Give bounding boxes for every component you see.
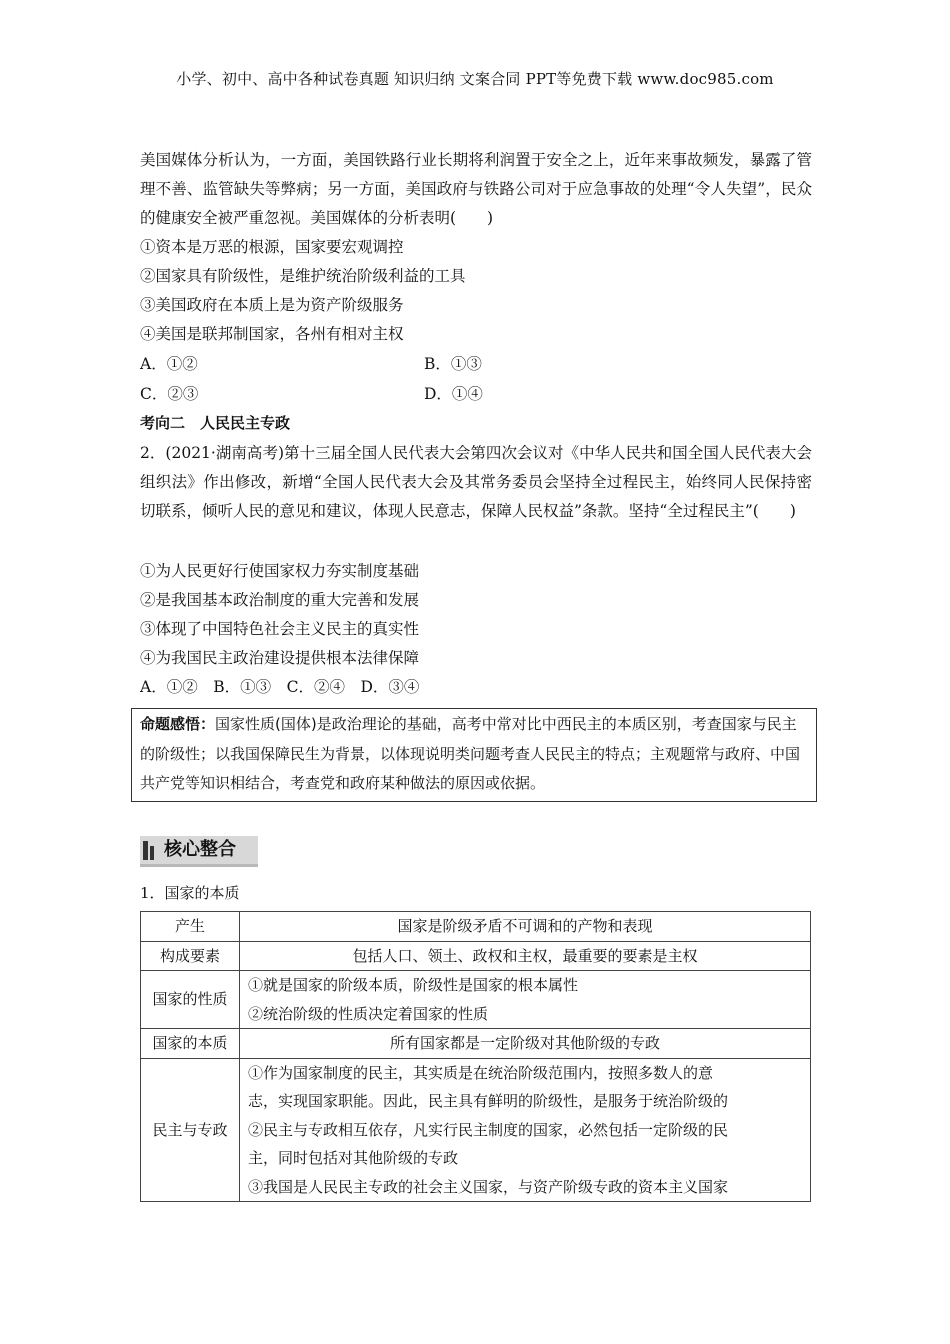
question-1-item: ③美国政府在本质上是为资产阶级服务 <box>140 296 404 314</box>
table-key: 民主与专政 <box>141 1058 240 1202</box>
table-value-line: 国家是阶级矛盾不可调和的产物和表现 <box>397 917 653 935</box>
insight-text: 国家性质(国体)是政治理论的基础，高考中常对比中西民主的本质区别，考查国家与民主的阶级性；以我国保障民生为背景，以体现说明类问题考查人民民主的特点；主观题常与政府、中国共产党等知识相结合，考查党和政府某种做法的原因或依据。 <box>140 715 801 792</box>
table-key: 国家的性质 <box>141 971 240 1029</box>
page-header: 小学、初中、高中各种试卷真题 知识归纳 文案合同 PPT等免费下载 www.doc985.com <box>176 70 774 88</box>
table-value-line: ①就是国家的阶级本质，阶级性是国家的根本属性 <box>248 976 579 994</box>
question-2-item: ②是我国基本政治制度的重大完善和发展 <box>140 591 420 609</box>
table-key: 产生 <box>141 912 240 942</box>
question-1-stem: 美国媒体分析认为，一方面，美国铁路行业长期将利润置于安全之上，近年来事故频发，暴露了管理不善、监管缺失等弊病；另一方面，美国政府与铁路公司对于应急事故的处理“令人失望”，民众的健康安全被严重忽视。美国媒体的分析表明( ) <box>140 151 812 227</box>
table-value <box>240 1029 811 1059</box>
table-row <box>141 1029 811 1059</box>
section-underline <box>140 864 258 867</box>
state-essence-table <box>140 911 811 1202</box>
table-row <box>141 941 811 971</box>
question-2-item: ③体现了中国特色社会主义民主的真实性 <box>140 620 420 638</box>
question-1-option-a: A．①② <box>140 355 198 373</box>
table-value-line: 志，实现国家职能。因此，民主具有鲜明的阶级性，是服务于统治阶级的 <box>248 1092 729 1110</box>
section-bar-icon <box>150 846 154 860</box>
table-value <box>240 971 811 1029</box>
table-row <box>141 912 811 942</box>
subtitle: 1．国家的本质 <box>140 884 240 902</box>
table-value <box>240 1058 811 1202</box>
table-value-line: 所有国家都是一定阶级对其他阶级的专政 <box>389 1034 660 1052</box>
section-heading <box>140 836 258 864</box>
table-value <box>240 941 811 971</box>
question-2-stem: 2．(2021·湖南高考)第十三届全国人民代表大会第四次会议对《中华人民共和国全国人民代表大会组织法》作出修改，新增“全国人民代表大会及其常务委员会坚持全过程民主，始终同人民保持密切联系，倾听人民的意见和建议，体现人民意志，保障人民权益”条款。坚持“全过程民主”( ) <box>140 444 812 520</box>
question-1-option-d: D．①④ <box>424 385 483 403</box>
table-value-line: 主，同时包括对其他阶级的专政 <box>248 1149 459 1167</box>
question-2-options: A．①② B．①③ C．②④ D．③④ <box>140 678 420 696</box>
direction-2-title: 考向二 人民民主专政 <box>140 414 291 432</box>
table-row <box>141 971 811 1029</box>
table-row <box>141 1058 811 1202</box>
table-key: 构成要素 <box>141 941 240 971</box>
question-1-item: ②国家具有阶级性，是维护统治阶级利益的工具 <box>140 267 466 285</box>
question-1-option-c: C．②③ <box>140 385 199 403</box>
insight-box <box>131 708 817 802</box>
question-1-item: ④美国是联邦制国家，各州有相对主权 <box>140 325 404 343</box>
table-key: 国家的本质 <box>141 1029 240 1059</box>
table-value-line: ①作为国家制度的民主，其实质是在统治阶级范围内，按照多数人的意 <box>248 1063 714 1082</box>
question-1-option-b: B．①③ <box>424 355 482 373</box>
insight-label: 命题感悟： <box>140 715 216 733</box>
section-title: 核心整合 <box>164 839 236 860</box>
question-2-item: ④为我国民主政治建设提供根本法律保障 <box>140 649 420 667</box>
question-2-item: ①为人民更好行使国家权力夯实制度基础 <box>140 562 420 580</box>
table-value-line: ②统治阶级的性质决定着国家的性质 <box>248 1004 489 1023</box>
table-value-line: 包括人口、领土、政权和主权，最重要的要素是主权 <box>352 946 698 965</box>
table-value <box>240 912 811 942</box>
question-1-item: ①资本是万恶的根源，国家要宏观调控 <box>140 238 404 256</box>
table-value-line: ②民主与专政相互依存，凡实行民主制度的国家，必然包括一定阶级的民 <box>248 1120 729 1139</box>
table-value-line: ③我国是人民民主专政的社会主义国家，与资产阶级专政的资本主义国家 <box>248 1177 729 1196</box>
section-bar-icon <box>143 841 148 860</box>
